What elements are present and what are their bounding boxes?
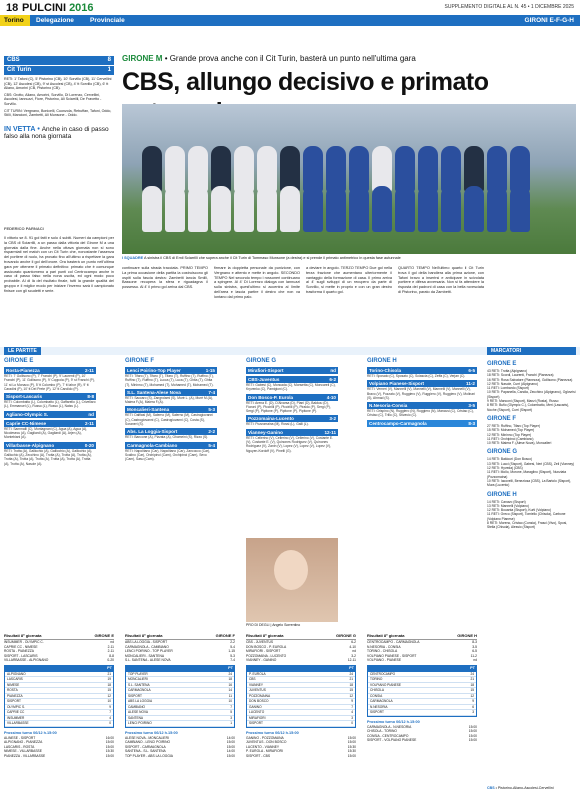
scorer-row: 12 RETI: Bouanta (Sisport), Kurti (Volpiano) bbox=[487, 508, 551, 513]
tab-torino: Torino bbox=[0, 15, 30, 26]
next-match-row: LUCENTO - VIANNEY 15:30 bbox=[246, 744, 356, 749]
standings-table-f bbox=[125, 633, 235, 801]
match-title: Carmagnola-Cambiano 5-4 bbox=[127, 442, 215, 448]
marcatori-girone-heading: GIRONE F bbox=[487, 415, 517, 422]
table-row: CBS 21 bbox=[249, 677, 353, 681]
table-row: SISPORT 0 bbox=[249, 721, 353, 725]
classifica-table bbox=[367, 671, 477, 717]
next-match-row: SISPORT - CBS 15:00 bbox=[246, 753, 356, 758]
classifica-header: PT bbox=[4, 665, 114, 671]
next-round-title: Prossimo turno 06/12 h.15:00 bbox=[4, 730, 57, 735]
marcatori-column bbox=[487, 357, 576, 783]
cit-lineup: CIT TURIN: Vergnano, Bonicelli, Cuonzola, Rebuffan, Tafoni, Oddo, Stilli, Mancioni, Zambetti, Ali Munsone - Oddo. bbox=[4, 108, 112, 118]
scorers-text: RETI: 1' Tafoni (C), 5' Pistorino (CB), 10' Sorvillo (CB), 11' Cervellini (CB), 12' Ascolesi (CB), 9' st Ascolesi (CB), 4' tt Sorvillo (CB), 6' tt Aliano, Amorini (CB, Pistorino (CB). bbox=[4, 77, 112, 91]
table-row: JUVENTUS 15 bbox=[249, 688, 353, 692]
classifica-header: PT bbox=[367, 665, 477, 671]
match-title: Rosta-Pianezza 2-11 bbox=[6, 368, 94, 373]
match-details: RETI: Verneri (V), Mannelli (V), Mannelli (V), Mannelli (V), Mannelli (V), Bravo (V), Pozzato (V), Ruggiero (V), Ruggiero (V), Ruggiero (V), Molinari (S), Ahmad (S). bbox=[367, 387, 475, 400]
result-row: VILLARBASSE - ALPIGNANO 0-20 bbox=[4, 658, 114, 662]
score-box bbox=[4, 56, 114, 140]
result-row: LENCI POIRINO - TOP PLAYER 1-15 bbox=[125, 649, 235, 653]
next-match-row: GANINO - POZZOMAINA 15:00 bbox=[246, 735, 356, 740]
classifica-table bbox=[125, 671, 235, 728]
match-details: RETI: Arena E. (D), D'Alvarsa (D), Piani (D), Bakkou (D), Fioroni (P), Piccirilli (P), Piccirilli (P), Piraldo (P), Sergi (P), Sergi (P), Pipitone (P), Pipitone (P), Pipitone (P). bbox=[246, 400, 331, 414]
article-col-5: QUARTO TEMPO Nell'ultimo quarto il Cit Turin trova il gol della bandiera alla prima azione, con Tafoni bravo a inserirsi e anticipare in scivolata portiere e difesa avversaria. Non si fa attendere la risposta dei padroni di casa con la bella rovesciata di Pistorino, parato da Zambetti. bbox=[398, 266, 484, 294]
article-col-1: Il vittorio se 8. 91 gol fatti e solo 4 subiti. Numeri da campioni per la CBS di Sciarrilli, a un passo dalla vittoria del Girone M a una giornata dalla fine. Anche nella ottava giornata non si sono risparmiati nel match con un Cit Turin che, nonostante l'assenza del portiere di ruolo, ha provato fino all'ultimo a rispettare la gara trovando anche il gol dell'onore. Ora basterà un punto nell'ultima gara per ottenere il primato definitivo: primato che è comunque assicurato quantomeno a pari punti col Centrocampo anche in caso di passo falso nella nona uscita, ed ogni modo poco probabile. Al di là del risultato finale, tutti la grande qualità del gruppo e il miglior modo per iniziare l'inverno sarà il campionato finisce con gli scudetti e serie. bbox=[4, 236, 114, 293]
marcatori-girone-heading: GIRONE H bbox=[487, 491, 517, 498]
tab-delegazione: Delegazione bbox=[36, 17, 74, 24]
standings-table-e bbox=[4, 633, 114, 801]
player-photo-caption: PRO DI DEGLI | Angelo Sorrentino bbox=[246, 623, 301, 627]
table-heading: Risultati 8ª giornata GIRONE H bbox=[367, 633, 477, 638]
scorer-row: 8 RETI: Bufio (Olympic C.), Colombatto, Meri (Lascaris), Noche (Sisport), Curri (Sisport) bbox=[487, 403, 570, 412]
next-match-row: P. EUROLA - MIRAFIORI 15:30 bbox=[246, 749, 356, 753]
scorer-row: 16 RETI: Rosa Salvatore (Pianezza), Gollisono (Pianezza) bbox=[487, 377, 573, 382]
next-match-row: CONSIA - CENTROCAMPO 15:00 bbox=[367, 733, 477, 738]
next-match-row: SISPORT - CARMAGNOLA 15:00 bbox=[125, 744, 235, 749]
match-title: Centrocampo-Carmagnola 8-3 bbox=[369, 420, 475, 426]
table-heading: Risultati 8ª giornata GIRONE F bbox=[125, 633, 235, 638]
table-row: CHISOLA 15 bbox=[370, 688, 474, 692]
section-title: PULCINI 2016 bbox=[22, 2, 94, 14]
next-match-row: ALPIGNANO - PIANEZZA 15:00 bbox=[4, 740, 114, 744]
table-row: CENTROCAMPO 24 bbox=[370, 671, 474, 676]
table-row: POZZOMAINA 12 bbox=[249, 693, 353, 698]
match-details: RETI: Trotta (A), Gallicchio (A), Gallicchio (A), Gallicchio (A), Gallicchio (A), Zecchino (A), Trotta (A), Trotta (A), Trotta (A), Trotta (A), Trotta (A), Trotta (A), Trotta (A), Trotta (A), Trotta (A), Trotta (A), Nasole (A). bbox=[4, 448, 93, 466]
result-row: POZZOMAINA - LUCENTO 3-2 bbox=[246, 653, 356, 658]
article-kicker: GIRONE M • Grande prova anche con il Cit Turin, basterà un punto nell'ultima gara bbox=[122, 54, 416, 63]
result-row: DON BOSCO - P. EUROLA 4-10 bbox=[246, 644, 356, 649]
table-row: SISPORT 3 bbox=[370, 710, 474, 714]
scorer-row: 27 RETI: Ruffino, Tifaro (Top Player) bbox=[487, 423, 541, 428]
result-row: MONCALIERI - SANTENA 5-3 bbox=[125, 653, 235, 658]
match-details: RETI: Dalfiasi (M), Salerno (M), Salerno (M), Castrogiovanni (C), Castrogiovanni (C), Castrogiovanni (C), Costa (S), Soraneri (S). bbox=[125, 413, 213, 427]
result-row: S.L. SANTENA - ALESE NOVA 7-4 bbox=[125, 658, 235, 662]
table-row: CAPRIE CC 7 bbox=[7, 710, 111, 714]
table-row: MIRAFIORI 3 bbox=[249, 715, 353, 720]
score-row: Cit Turin 1 bbox=[4, 66, 114, 75]
result-row: MIRAFIORI - SISPORT nd bbox=[246, 649, 356, 653]
match-title: Sisport-Lascaris 8-8 bbox=[6, 394, 94, 400]
scorer-row: 43 RETI: Trotta (Alpignano) bbox=[487, 369, 528, 373]
match-title: Agliano-Olympic S. nd bbox=[6, 411, 94, 417]
photo-row bbox=[142, 186, 530, 232]
match-details: RETI: Pozzomaina (M), Rossi (L), Galli (L). bbox=[246, 422, 309, 427]
next-match-row: CHISOLA - TORINO 15:00 bbox=[367, 729, 477, 733]
table-row: ABS LA LOGGIA 10 bbox=[128, 699, 232, 703]
cbs-lineup: CBS: Grotto, Aliano, Amorini, Sorvillo, Di Lorenzo, Cervellini, Ascolesi, Iannuzzi, Fiore, Pistorino, Ali Sciarrilli, De Fravetto - Sorvillo. bbox=[4, 92, 102, 106]
table-row: SANTENA 3 bbox=[128, 715, 232, 720]
girone-heading: GIRONE F bbox=[125, 358, 155, 364]
table-row: PIANEZZA 12 bbox=[7, 693, 111, 698]
table-row: LASCARIS 19 bbox=[7, 677, 111, 681]
next-match-row: SANTENA - S.L. SANTENA 14:00 bbox=[125, 749, 235, 753]
girone-heading: GIRONE H bbox=[367, 358, 397, 364]
next-round-title: Prossimo turno 06/12 h.15:00 bbox=[246, 730, 299, 735]
scorer-row: 11 RETI: Orchipinci (Cambiano) bbox=[487, 436, 534, 441]
match-title: Vianney-Ganino 12-11 bbox=[248, 429, 336, 435]
table-row: LUCENTO 4 bbox=[249, 710, 353, 714]
match-title: S.L. Santena-Alese Nova 7-4 bbox=[127, 389, 215, 395]
table-row: VIANNEY 18 bbox=[249, 682, 353, 687]
match-details: RETI: Colombatto (L), Colombatto (L), Gaffarello (L), Crivellaro (L), Emmanuel (L), Russo (L), Russo (L), Natzu (L). bbox=[4, 400, 96, 409]
classifica-table bbox=[4, 671, 114, 728]
table-row: N.NESORIA 6 bbox=[370, 704, 474, 709]
next-match-row: ALINESE - SISPORT 16:00 bbox=[4, 735, 114, 740]
table-row: ROSTA 15 bbox=[7, 688, 111, 692]
table-heading: Risultati 8ª giornata GIRONE E bbox=[4, 633, 114, 638]
next-match-row: ALESE NOVA - MONCALIERI 14:00 bbox=[125, 735, 235, 740]
match-title: Villarbasse-Alpignano 0-20 bbox=[6, 442, 94, 448]
marcatori-girone-heading: GIRONE G bbox=[487, 449, 518, 456]
match-details: RETI: Cellerino (V), Cellerino (V), Cellerino (V), Costante E. (V), Costante E. (V), Quinones Rodriguez (V), Quinones Rodriguez (V), Zanin (V), Lopez (V), Lopez (V), Lopez (V), Nguyen-Kordoff (V), Pinelli (G). bbox=[246, 435, 334, 453]
table-row: OLYMPIC S. 9 bbox=[7, 704, 111, 709]
scorer-row: 14 RETI: Canavo (Sisport) bbox=[487, 499, 526, 504]
scorer-row: 9 RETI: Manconi (Sisport), Manzi (Rosta), Russo bbox=[487, 399, 559, 404]
table-row: MONCALIERI 18 bbox=[128, 677, 232, 681]
girone-heading: GIRONE E bbox=[4, 358, 34, 364]
girone-f-column bbox=[125, 357, 217, 631]
next-round-title: Prossimo turno 06/12 h.15:00 bbox=[125, 730, 178, 735]
next-match-row: PIANEZZA - VILLARBASSE 15:00 bbox=[4, 753, 114, 758]
next-match-row: CARMAGNOLA - N.NESORIA 15:00 bbox=[367, 724, 477, 729]
scorer-row: 13 RETI: Mannelli (Volpiano) bbox=[487, 503, 529, 508]
next-match-row: SISPORT - VOLPIANO PIANESE 15:00 bbox=[367, 738, 477, 742]
scorer-row: 18 RETI: Scordi, Laurenti, Franchi (Pianezza) bbox=[487, 373, 554, 378]
scorer-row: 10 RETI: Maiera F. (Alese Nova), Moncalieri bbox=[487, 441, 552, 446]
scorer-row: 12 RETI: Hyvedaj (CBS) bbox=[487, 466, 523, 471]
result-row: CBS - JUVENTUS 6-2 bbox=[246, 640, 356, 644]
result-row: TORINO - CHISOLA 6-5 bbox=[367, 649, 477, 653]
standings-table-g bbox=[246, 633, 356, 801]
scorer-row: 10 RETI: Iacovelli, Beneziosa (CBS), La Bartolo (Sisport), Mura (Lucento) bbox=[487, 478, 572, 488]
article-col-2: continuare sulla strada tracciata. PRIMO TEMPO La prima occasione della partita la costruiscono gli ospiti sulla fascia destra: Zambetti lancia Smilli, Bassone recupera la sfera e riguadagna il possesso. Al 4' il primo gol arriva dal CBS. bbox=[122, 266, 208, 290]
scorer-row: 14 RETI: Baklouri (Don Bosco) bbox=[487, 457, 533, 462]
result-row: VOLPIANO PIANESE - SISPORT 11-2 bbox=[367, 653, 477, 658]
table-row: CAMBIANO 7 bbox=[128, 704, 232, 709]
result-row: CARMAGNOLA - CAMBIANO 5-4 bbox=[125, 644, 235, 649]
result-row: INSUMMER - OLYMPIC C. nd bbox=[4, 640, 114, 644]
girone-e-column bbox=[4, 357, 96, 631]
table-row: NIMESE 18 bbox=[7, 682, 111, 687]
match-title: Caprie CC-Nimese 2-11 bbox=[6, 420, 94, 426]
next-match-row: JUVENTUS - DON BOSCO 15:00 bbox=[246, 740, 356, 744]
scorer-row: 15 RETI: Mohamed (Top Player) bbox=[487, 428, 535, 433]
table-row: LENCI POIRINO 1 bbox=[128, 721, 232, 725]
result-row: N.NESORIA - CONSIA 3-5 bbox=[367, 644, 477, 649]
result-row: CENTROCAMPO - CARMAGNOLA 8-3 bbox=[367, 640, 477, 644]
match-details: RETI: Sammalli (C), Montagnani (C), Agua (A), Agua (A), Nicolesecu (A), Gagliardi (A), Gagliardi (A), Arjen (A), Montebiani (A). bbox=[4, 426, 88, 440]
match-title: Abs. La Loggia-Sisport 2-2 bbox=[127, 429, 215, 435]
table-row: P. EUROLA 24 bbox=[249, 671, 353, 676]
article-col-4: a deviare in angolo. TERZO TEMPO Due gol nella terza frazione che aumentano ulteriormente il vantaggio della formazione di casa. Il primo arriva al 4' sugli sviluppi di un recupero da parte di Sorvillo, si mette in proprio e con un gran destro trasforma il quarto gol. bbox=[306, 266, 392, 294]
classifica-table bbox=[246, 671, 356, 728]
marcatori-girone-heading: GIRONE E bbox=[487, 361, 517, 367]
result-row: VIANNEY - GANINO 12-11 bbox=[246, 658, 356, 662]
result-row: ROSTA - PIANEZZA 2-11 bbox=[4, 649, 114, 653]
page-number: 18 bbox=[6, 2, 19, 14]
table-heading: Risultati 8ª giornata GIRONE G bbox=[246, 633, 356, 638]
invetta-box: IN VETTA • Anche in caso di passo falso alla nona giornata bbox=[4, 125, 109, 140]
scorer-row: 11 RETI: Greco (Sisport), Tomiello (Chisola), Carbone (Volpiano Pianese) bbox=[487, 512, 566, 521]
player-photo bbox=[246, 538, 338, 622]
table-row: CARMAGNOLA 14 bbox=[128, 688, 232, 692]
match-details: RETI: Gabesi (C), Moncada (C), Monsetta (C), Moncareli (C), Kryvenko (C), Pamigioni (C). bbox=[246, 383, 336, 392]
match-title: Don Bosco-P. Eurola 4-10 bbox=[248, 394, 336, 400]
match-title: Lenci Poirino-Top Player 1-15 bbox=[127, 368, 215, 373]
standings-table-h bbox=[367, 633, 477, 801]
scorer-row: 12 RETI: Nasole, Curri (Alpignano) bbox=[487, 381, 538, 386]
classifica-header: PT bbox=[125, 665, 235, 671]
result-row: CAPRIE CC - NIMESE 2-11 bbox=[4, 644, 114, 649]
result-row: ABS LA LOGGIA - SISPORT 2-2 bbox=[125, 640, 235, 644]
team-photo bbox=[122, 104, 576, 254]
classifica-header: PT bbox=[246, 665, 356, 671]
match-title: Pozzomaina-Lucento 3-2 bbox=[248, 416, 336, 422]
score-row: CBS 8 bbox=[4, 56, 114, 65]
girone-heading: GIRONE G bbox=[246, 358, 277, 364]
table-row: TORINO 21 bbox=[370, 677, 474, 681]
girone-h-column bbox=[367, 357, 477, 631]
match-details: RETI: Saccaro (S), Zangrolami (S), Murè L. (A), Murè M.(A), Maiera F.(A), Maiera F.(A). bbox=[125, 395, 213, 405]
article-col-3: firmare la doppietta personale da punizione, con Vergnano e attento e mette in angolo. SECONDO TEMPO Nel secondo tempo i rossoneri continuano a spingere. Al 4' Di Lorenzo dialoga con Iannuzzi sulla sinistra, quest'ultimo si accentra al limite dell'area e lascia partire il destro che non va lontano dal primo palo. bbox=[214, 266, 300, 299]
photo-caption: I SQUADRE A sinistra il CBS di Emil Sciarrilli che supera anche il Cit Turin di Tommaso Munsone (a destra) e si prende il primato antimetrico in questa fase autunnale bbox=[122, 256, 401, 260]
match-title: CBS-Juventus 6-2 bbox=[248, 377, 336, 382]
next-match-row: CAMBIANO - LENCI POIRINO 15:00 bbox=[125, 740, 235, 744]
scorer-row: 13 RETI: Lucci (Sisport), Gabesi, Neri (CBS), Zeli (Vianney) bbox=[487, 461, 575, 466]
supplement-line: SUPPLEMENTO DIGITALE AL N. 45 • 1 DICEMBRE 2025 bbox=[444, 4, 574, 10]
table-row: ALPIGNANO 21 bbox=[7, 671, 111, 676]
match-title: N.Nesoria-Consia 3-5 bbox=[369, 403, 475, 409]
match-title: Torino-Chisola 6-5 bbox=[369, 368, 475, 373]
table-row: VILLARBASSE 0 bbox=[7, 721, 111, 725]
page-header bbox=[0, 0, 580, 40]
next-round-title: Prossimo turno 06/12 h.15:00 bbox=[367, 719, 420, 724]
match-details: RETI: 7' Gollisono (P), 7' Franchi (P), 9' Laurenti (P), 10' Franchi (P), 11' Gollisono (P), 9' Coppola (P), 9' st Franchi (P), 11' st Lo Monaco (P), 5' tt Colombo (P), 7' tt Iahor (R), 9' tt Caradini (P), 10' tt Del Prete (P), 12' tt Candido (P). bbox=[4, 374, 95, 391]
table-row: CONSIA 12 bbox=[370, 693, 474, 698]
table-row: SISPORT 11 bbox=[128, 693, 232, 698]
result-row: VOLPIANO - PIANESE nd bbox=[367, 658, 477, 662]
match-title: Volpiano Pianese-Sisport 11-2 bbox=[369, 381, 475, 387]
player-photo-block bbox=[246, 534, 338, 627]
article-headline: CBS, allungo decisivo e primato bbox=[122, 68, 489, 96]
partite-label: LE PARTITE bbox=[4, 347, 41, 355]
tab-provinciale: Provinciale bbox=[90, 17, 125, 24]
next-match-row: TOP PLAYER - ABS LA LOGGIA 15:00 bbox=[125, 753, 235, 758]
table-row: TOP PLAYER 24 bbox=[128, 671, 232, 676]
table-row: DON BOSCO 9 bbox=[249, 699, 353, 703]
match-title: Moncalieri-Santena 5-3 bbox=[127, 407, 215, 413]
table-row: S.L. SANTENA 16 bbox=[128, 682, 232, 687]
result-row: SISPORT - LASCARIS 8-8 bbox=[4, 653, 114, 658]
table-row: CARMAGNOLA 9 bbox=[370, 699, 474, 703]
footer-note: CBS • Pistorino-Aliano-Ascolesi-Cervellini bbox=[487, 786, 554, 790]
table-row: INSUMMER 4 bbox=[7, 715, 111, 720]
scorer-row: 11 RETI: Mollo, Morone, Maraglino (Sisport), Nunziata (Pozzomaina) bbox=[487, 470, 567, 479]
table-row: ALESE NOVA 5 bbox=[128, 710, 232, 714]
marcatori-label: MARCATORI bbox=[487, 347, 576, 355]
scorer-row: 11 RETI: Lombardo (Sisport) bbox=[487, 386, 529, 391]
next-match-row: LASCARIS - ROSTA 15:00 bbox=[4, 744, 114, 749]
next-match-row: NIMESE - VILLARBASSE 15:30 bbox=[4, 749, 114, 753]
match-details: RETI: Grispino (N), Ruggiero (N), Ruggiero (N), Mancusi (C), Cristao (C), Cristao (C), Trillo (C), Stivavio (C). bbox=[367, 409, 474, 418]
article-author: FEDERICO PARNACI bbox=[4, 226, 44, 231]
match-details: RETI: Tifaro (T), Tifaro (T), Tifaro (T), Ruffino (T), Ruffino (T), Ruffino (T), Ruffino (T), Lucca (T), Luca (T), Ghita (T), Ghita (T), Mininno (T), Mohamed (T), Mohamed (T), Mohamed (T). bbox=[125, 374, 214, 387]
match-details: RETI: Sposato (C), Sposato (C), Sciascia (C), Zeffa (C), Verjan (C). bbox=[367, 374, 466, 378]
match-details: RETI: Napolitano (Car), Napolitano (Car), Zancocco (Car), Scalino (Car), Orchipinci (Cam), Orchipinci (Cam), Sevo (Cam), Sasu (Cam). bbox=[125, 448, 211, 462]
table-row: SISPORT 10 bbox=[7, 699, 111, 703]
match-details: RETI: Bancone (A), Pizzata (A), Ghomeini (S), Rizzo (S). bbox=[125, 435, 209, 440]
scorer-row: 12 RETI: Mininno (Top Player) bbox=[487, 432, 532, 437]
scorer-row: 10 RETI: Papanella, Candia, Zecchino (Alpignano), Oglovrisi (Sisport) bbox=[487, 390, 576, 399]
table-row: GANINO 7 bbox=[249, 704, 353, 709]
match-title: Mirafiori-Sisport nd bbox=[248, 368, 336, 373]
scorer-row: 8 RETI: Moreno, Cristao (Consia), Frasci (Vivo), Sposi, Stella (Chisola), Alessio (Sisport) bbox=[487, 521, 568, 530]
table-row: VOLPIANO PIANESE 18 bbox=[370, 682, 474, 687]
gironi-label: GIRONI E-F-G-H bbox=[524, 17, 574, 24]
